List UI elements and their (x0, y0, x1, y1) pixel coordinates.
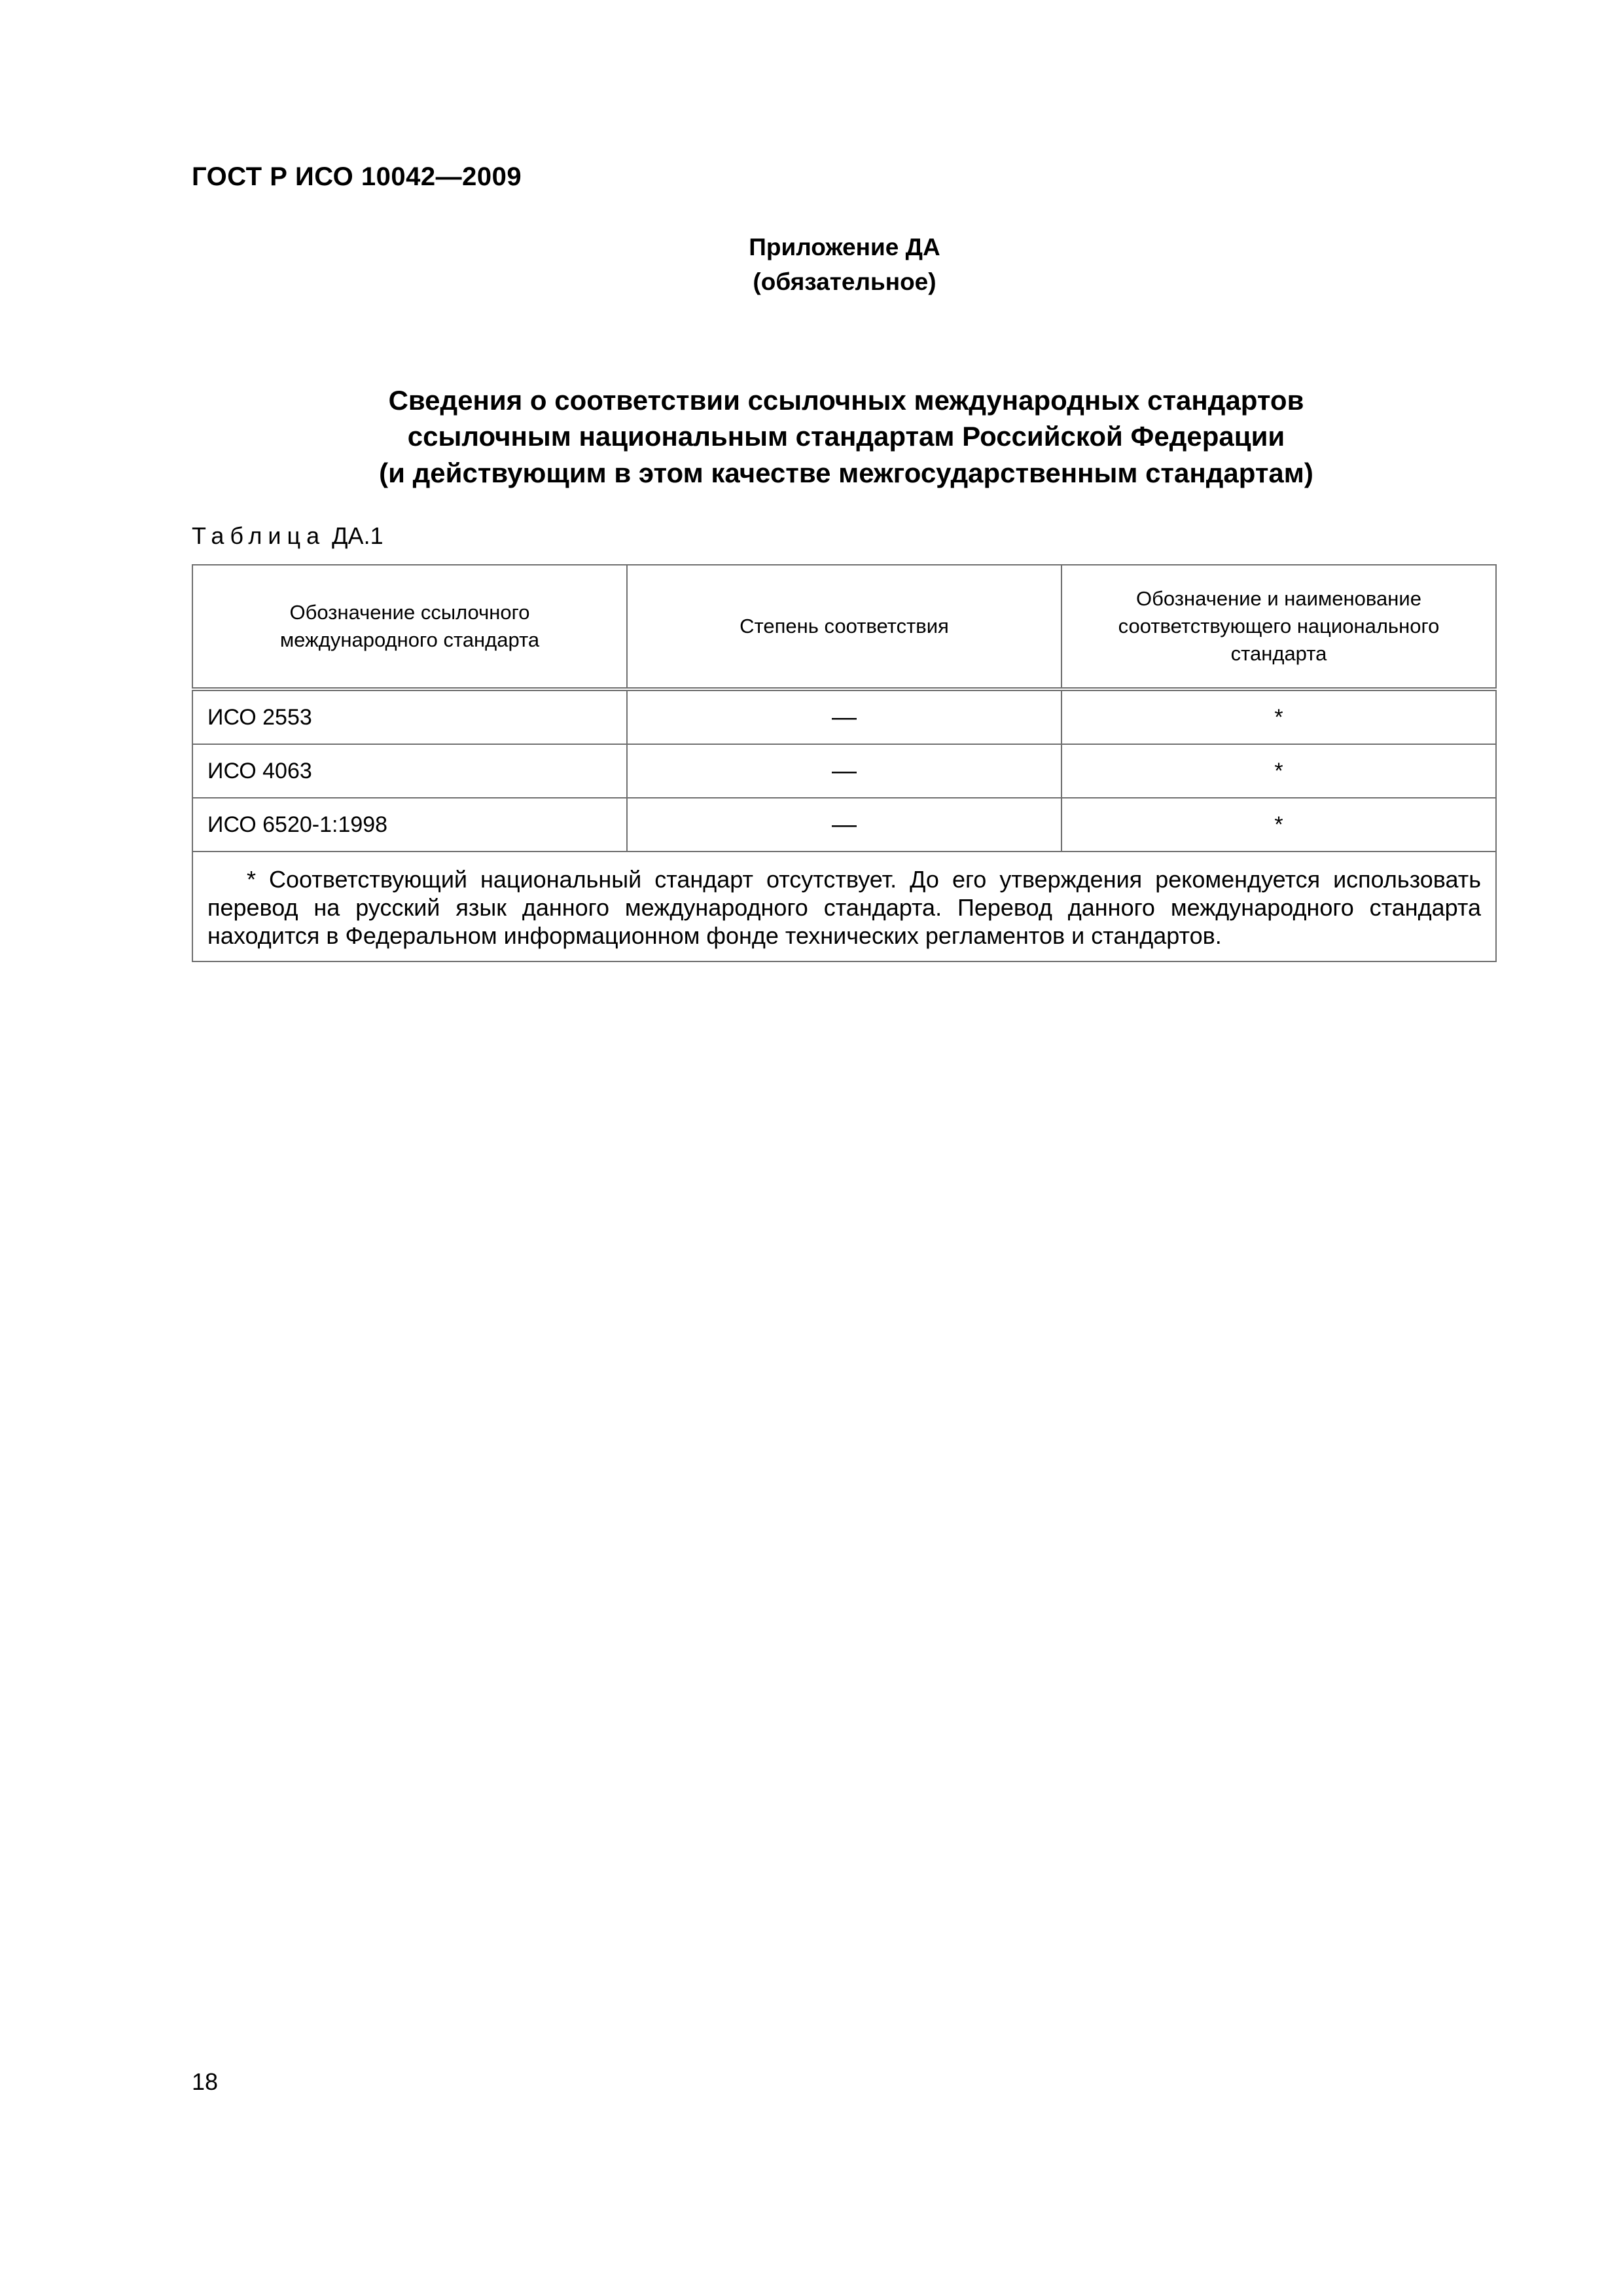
table-caption-number: ДА.1 (332, 522, 383, 549)
table-header-row (192, 565, 1496, 689)
page-number: 18 (192, 2068, 219, 2095)
header-national-standard: Обозначение и наименование соответствующего национального стандарта (1061, 565, 1496, 689)
table-row (192, 689, 1496, 744)
cell-international-standard: ИСО 2553 (192, 689, 627, 744)
cell-degree-of-conformity: — (627, 689, 1061, 744)
cell-international-standard: ИСО 6520-1:1998 (192, 798, 627, 852)
table-container (192, 564, 1495, 962)
table-row (192, 744, 1496, 798)
standards-table (192, 564, 1497, 962)
table-row (192, 798, 1496, 852)
title-line-3: (и действующим в этом качестве межгосударственным стандартам) (379, 457, 1313, 488)
table-caption (192, 522, 383, 550)
cell-degree-of-conformity: — (627, 744, 1061, 798)
table-footnote-row (192, 852, 1496, 961)
standard-code: ГОСТ Р ИСО 10042—2009 (192, 162, 522, 191)
cell-degree-of-conformity: — (627, 798, 1061, 852)
appendix-heading (0, 230, 1623, 299)
cell-national-standard: * (1061, 798, 1496, 852)
cell-international-standard: ИСО 4063 (192, 744, 627, 798)
appendix-status: (обязательное) (753, 268, 936, 295)
cell-national-standard: * (1061, 689, 1496, 744)
header-international-standard: Обозначение ссылочного международного стандарта (192, 565, 627, 689)
section-title (190, 382, 1503, 491)
appendix-label: Приложение ДА (749, 234, 940, 260)
header-degree-of-conformity: Степень соответствия (627, 565, 1061, 689)
cell-national-standard: * (1061, 744, 1496, 798)
title-line-2: ссылочным национальным стандартам Российской Федерации (407, 421, 1285, 452)
table-footnote: * Соответствующий национальный стандарт отсутствует. До его утверждения рекомендуется использовать перевод на русский язык данного международного стандарта. Перевод данного международного стандарта находится в Федеральном информационном фонде технических регламентов и стандартов. (207, 866, 1481, 950)
table-footnote-cell (192, 852, 1496, 961)
table-caption-word: Таблица (192, 522, 326, 549)
title-line-1: Сведения о соответствии ссылочных международных стандартов (388, 385, 1304, 416)
